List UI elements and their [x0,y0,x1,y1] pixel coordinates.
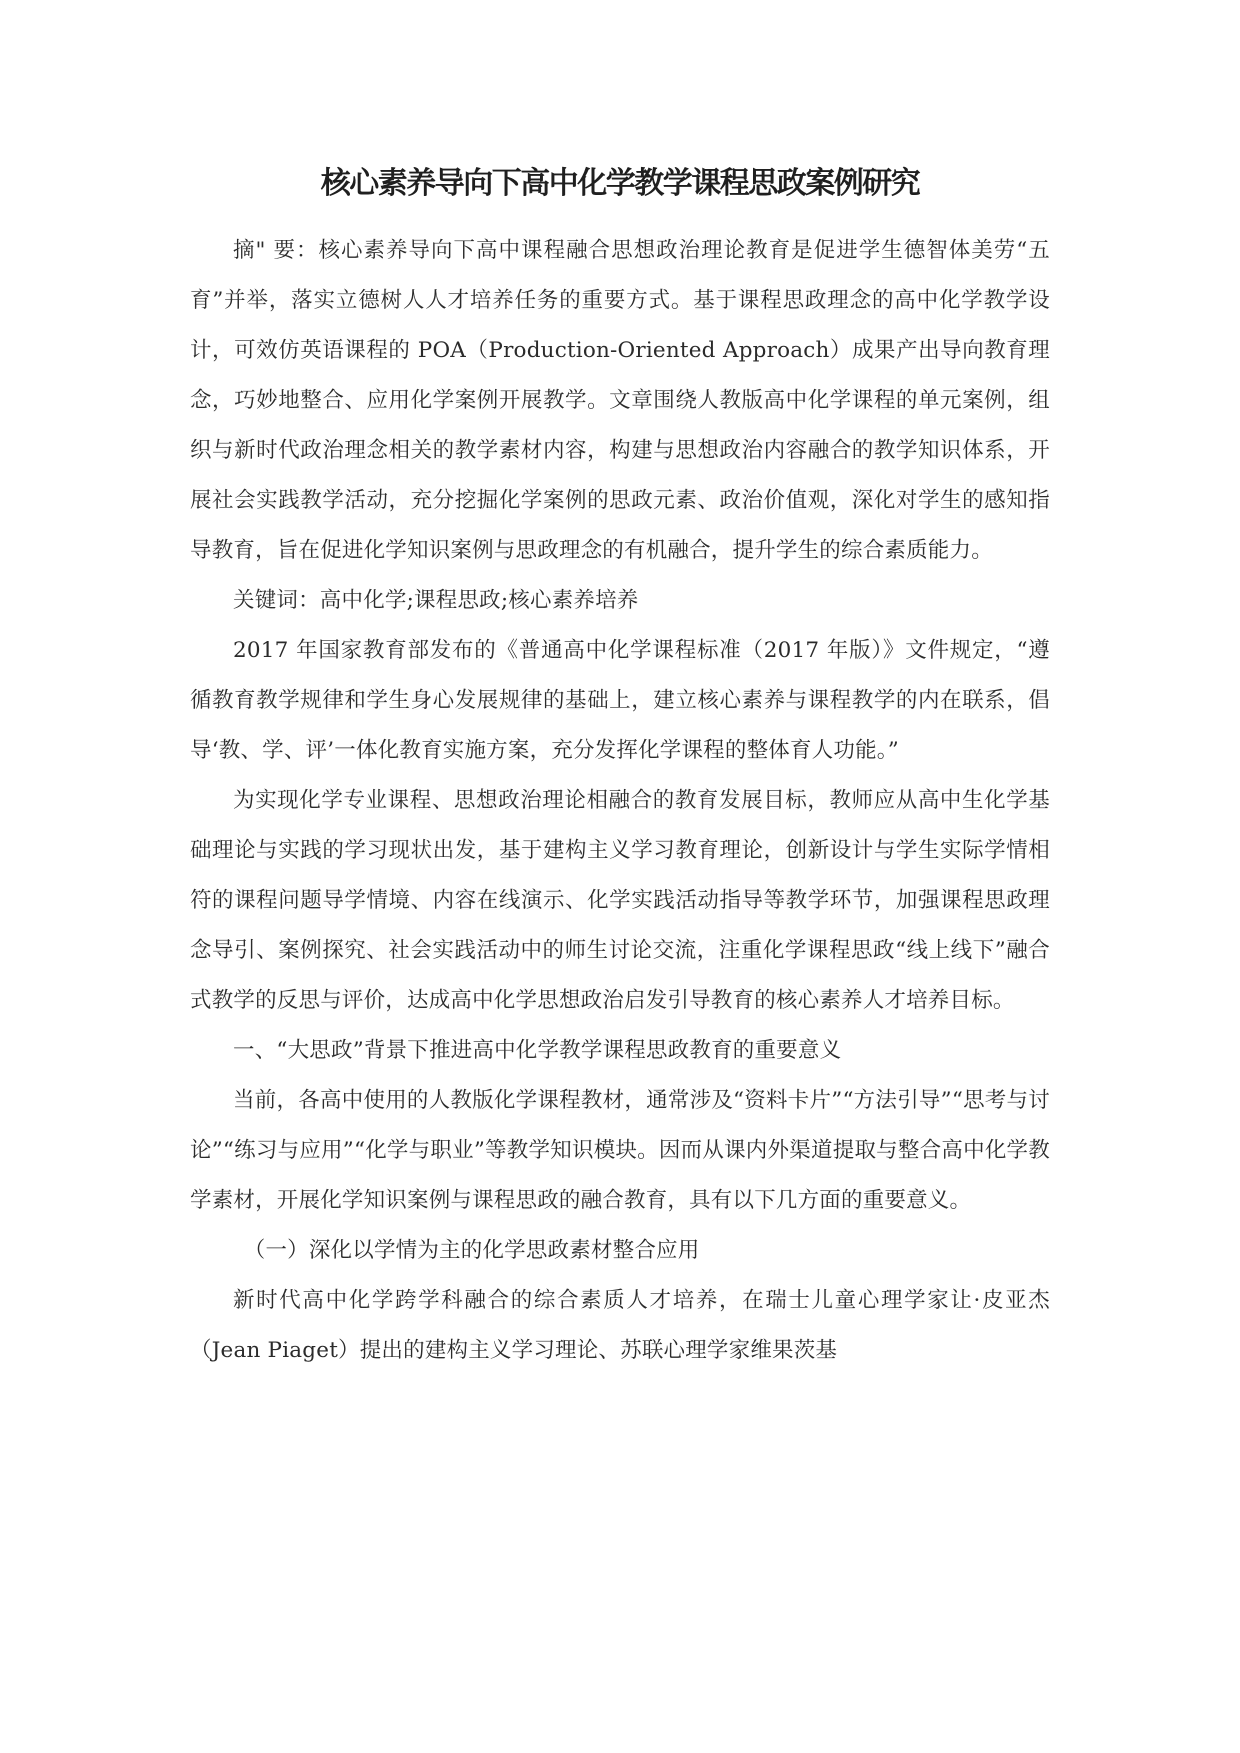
document-body [190,226,1050,1376]
subsection-1-1-paragraph: 新时代高中化学跨学科融合的综合素质人才培养，在瑞士儿童心理学家让·皮亚杰（Jean Piaget）提出的建构主义学习理论、苏联心理学家维果茨基 [190,1288,1050,1363]
document-title: 核心素养导向下高中化学教学课程思政案例研究 [320,166,920,201]
intro-paragraph-2: 为实现化学专业课程、思想政治理论相融合的教育发展目标，教师应从高中生化学基础理论与实践的学习现状出发，基于建构主义学习教育理论，创新设计与学生实际学情相符的课程问题导学情境、内容在线演示、化学实践活动指导等教学环节，加强课程思政理念导引、案例探究、社会实践活动中的师生讨论交流，注重化学课程思政“线上线下”融合式教学的反思与评价，达成高中化学思想政治启发引导教育的核心素养人才培养目标。 [190,788,1050,1013]
abstract-paragraph: 摘" 要：核心素养导向下高中课程融合思想政治理论教育是促进学生德智体美劳“五育”并举，落实立德树人人才培养任务的重要方式。基于课程思政理念的高中化学教学设计，可效仿英语课程的 POA（Production-Oriented Approach）成果产出导向教育理念，巧妙地整合、应用化学案例开展教学。文章围绕人教版高中化学课程的单元案例，组织与新时代政治理念相关的教学素材内容，构建与思想政治内容融合的教学知识体系，开展社会实践教学活动，充分挖掘化学案例的思政元素、政治价值观，深化对学生的感知指导教育，旨在促进化学知识案例与思政理念的有机融合，提升学生的综合素质能力。 [190,238,1050,563]
intro-paragraph-1: 2017 年国家教育部发布的《普通高中化学课程标准（2017 年版）》文件规定，“遵循教育教学规律和学生身心发展规律的基础上，建立核心素养与课程教学的内在联系，倡导‘教、学、评’一体化教育实施方案，充分发挥化学课程的整体育人功能。” [190,638,1050,763]
subsection-heading-1-1: （一）深化以学情为主的化学思政素材整合应用 [243,1238,700,1263]
section-1-paragraph: 当前，各高中使用的人教版化学课程教材，通常涉及“资料卡片”“方法引导”“思考与讨论”“练习与应用”“化学与职业”等教学知识模块。因而从课内外渠道提取与整合高中化学教学素材，开展化学知识案例与课程思政的融合教育，具有以下几方面的重要意义。 [190,1088,1050,1213]
keywords-paragraph: 关键词：高中化学;课程思政;核心素养培养 [233,588,639,613]
section-heading-1: 一、“大思政”背景下推进高中化学教学课程思政教育的重要意义 [233,1038,842,1063]
